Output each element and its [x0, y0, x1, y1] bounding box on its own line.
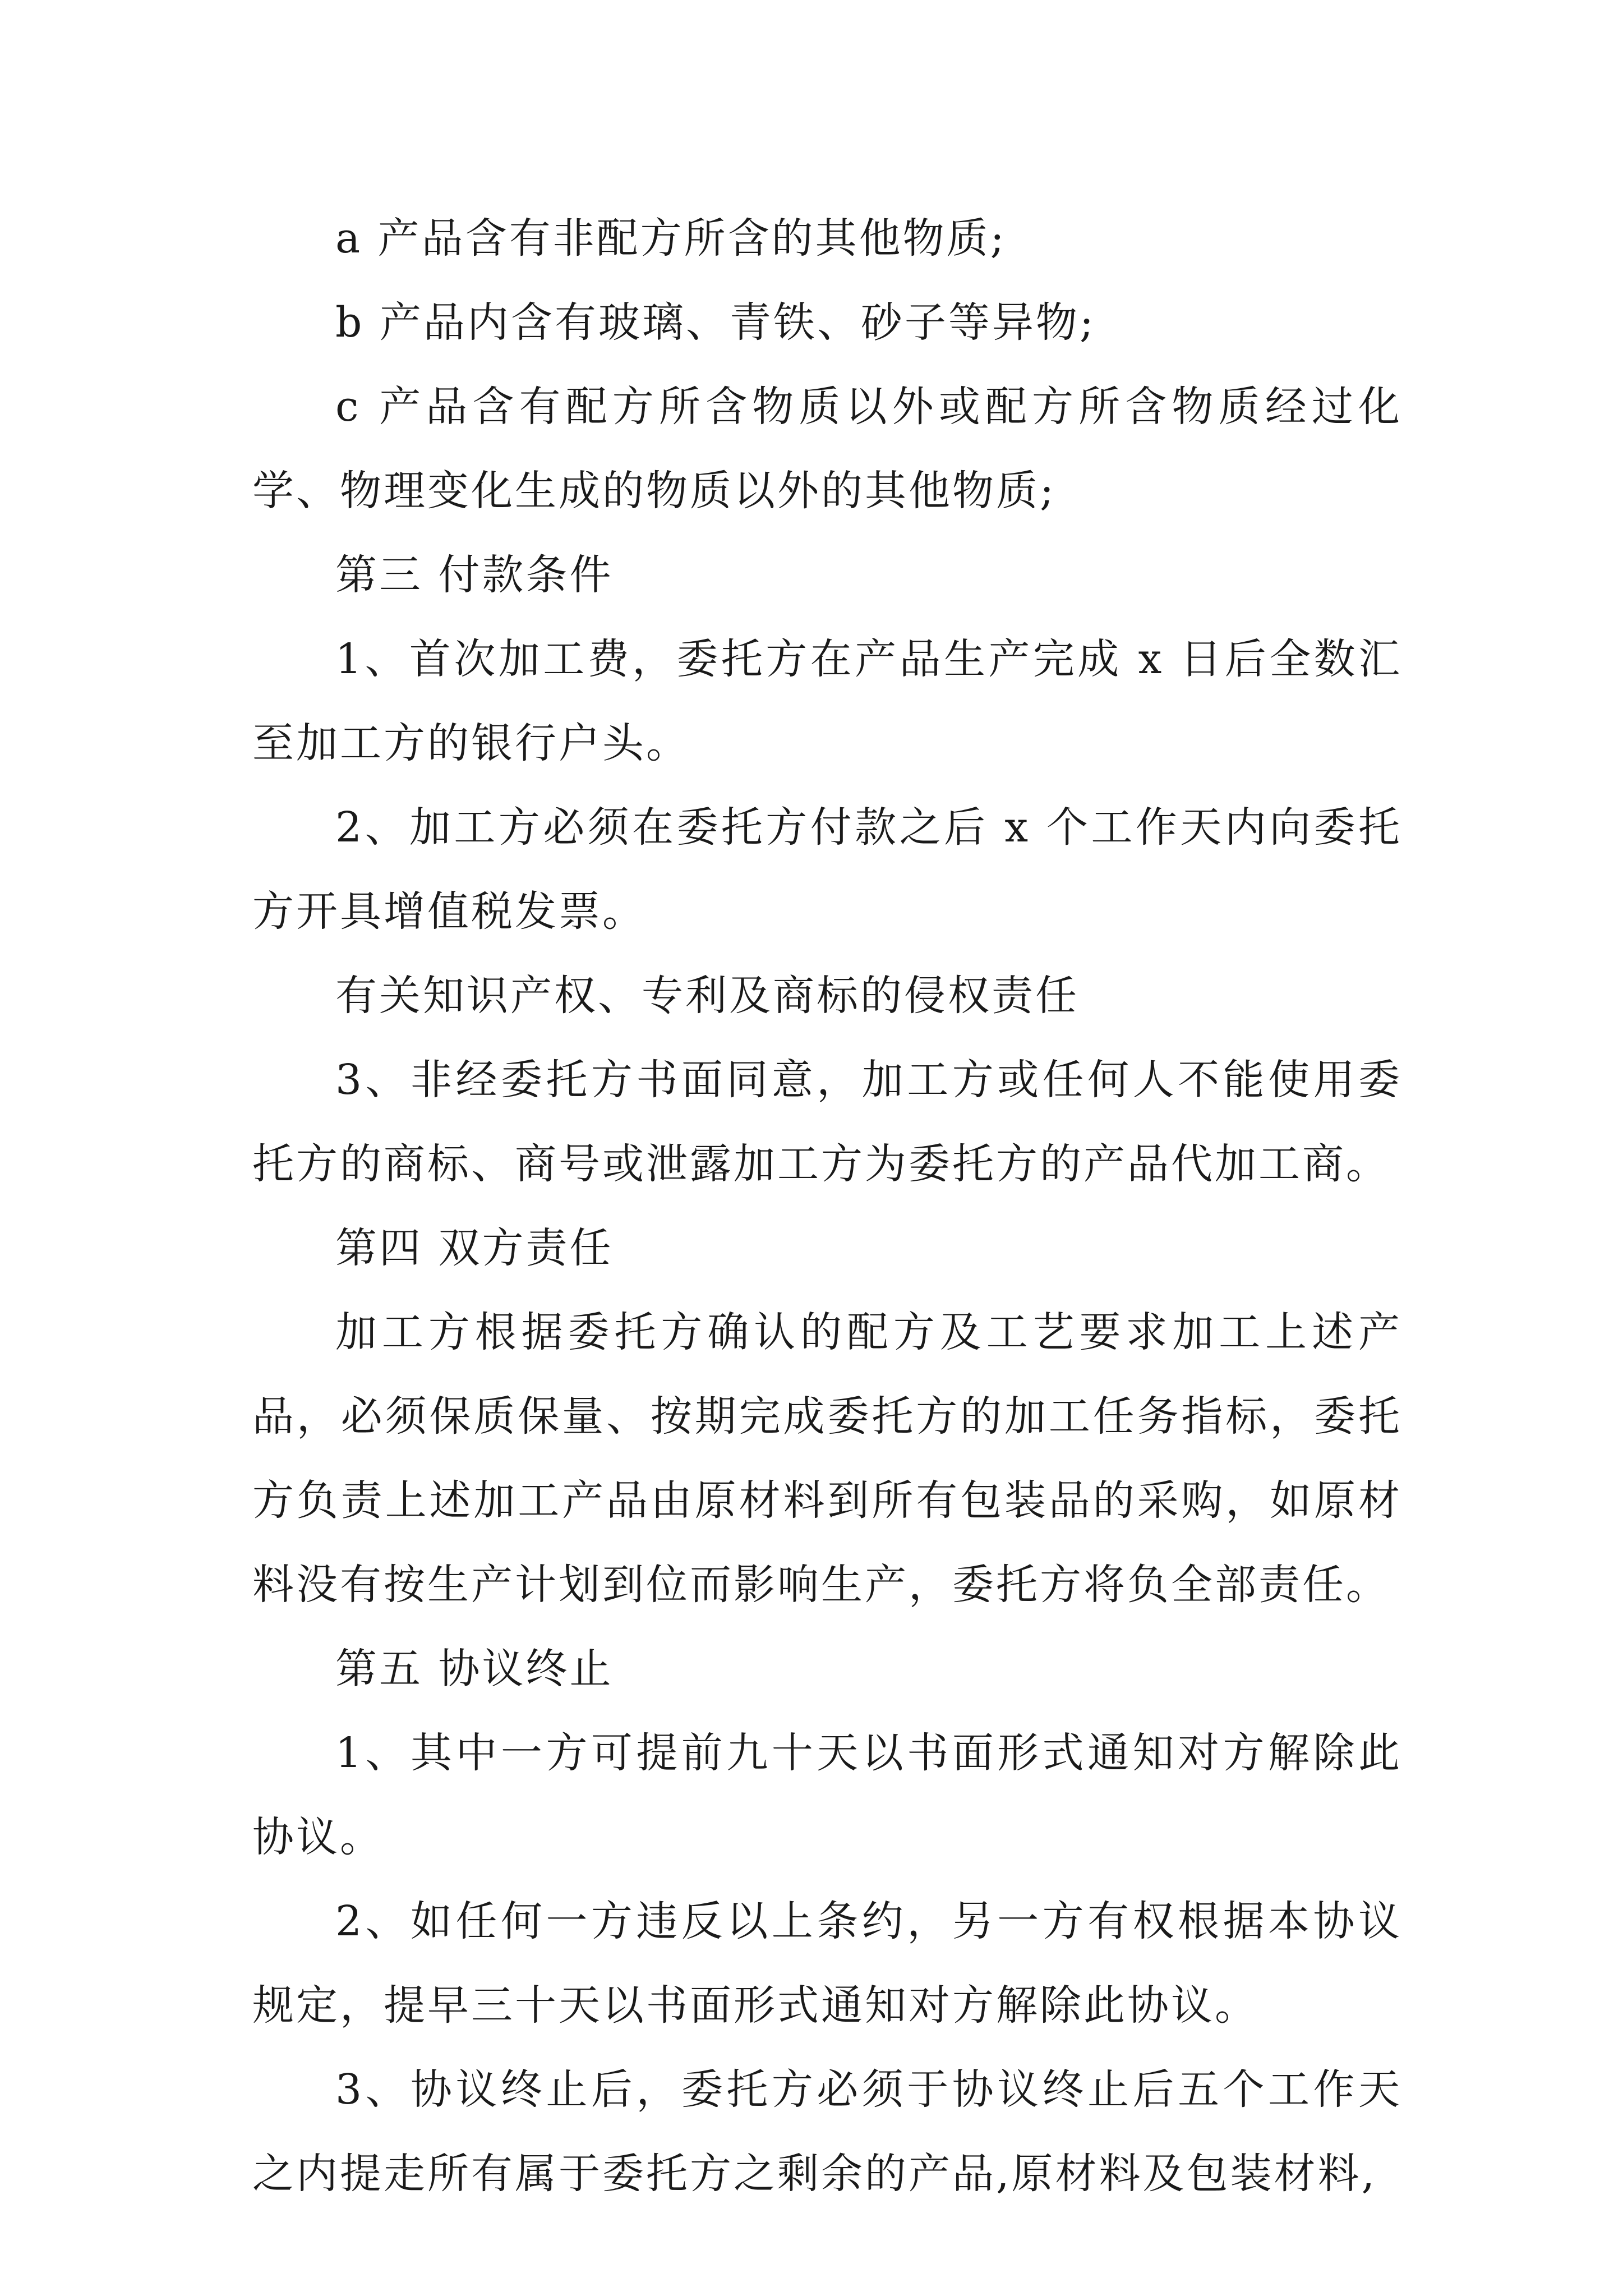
section-heading-responsibilities: 第四 双方责任	[335, 1224, 614, 1272]
paragraph-responsibilities: 加工方根据委托方确认的配方及工艺要求加工上述产品，必须保质保量、按期完成委托方的加工任务指标，委托方负责上述加工产品由原材料到所有包装品的采购，如原材料没有按生产计划到位而影响生产，委托方将负全部责任。	[252, 1308, 1402, 1609]
paragraph-item-c: c 产品含有配方所含物质以外或配方所含物质经过化学、物理变化生成的物质以外的其他物质;	[252, 383, 1402, 515]
subheading-ip-liability: 有关知识产权、专利及商标的侵权责任	[335, 972, 1079, 1020]
paragraph-payment-1: 1、首次加工费，委托方在产品生产完成 x 日后全数汇至加工方的银行户头。	[252, 635, 1402, 767]
section-heading-payment: 第三 付款条件	[335, 551, 614, 599]
paragraph-item-a: a 产品含有非配方所含的其他物质;	[335, 214, 1007, 263]
paragraph-termination-3: 3、协议终止后，委托方必须于协议终止后五个工作天之内提走所有属于委托方之剩余的产品,原材料及包装材料,	[252, 2065, 1402, 2198]
paragraph-termination-1: 1、其中一方可提前九十天以书面形式通知对方解除此协议。	[252, 1729, 1402, 1861]
paragraph-item-b: b 产品内含有玻璃、青铁、砂子等异物;	[335, 298, 1096, 347]
paragraph-termination-2: 2、如任何一方违反以上条约，另一方有权根据本协议规定，提早三十天以书面形式通知对方解除此协议。	[252, 1897, 1402, 2030]
paragraph-ip-3: 3、非经委托方书面同意，加工方或任何人不能使用委托方的商标、商号或泄露加工方为委托方的产品代加工商。	[252, 1056, 1402, 1188]
document-body	[252, 196, 1402, 2216]
paragraph-payment-2: 2、加工方必须在委托方付款之后 x 个工作天内向委托方开具增值税发票。	[252, 803, 1402, 936]
section-heading-termination: 第五 协议终止	[335, 1645, 614, 1693]
